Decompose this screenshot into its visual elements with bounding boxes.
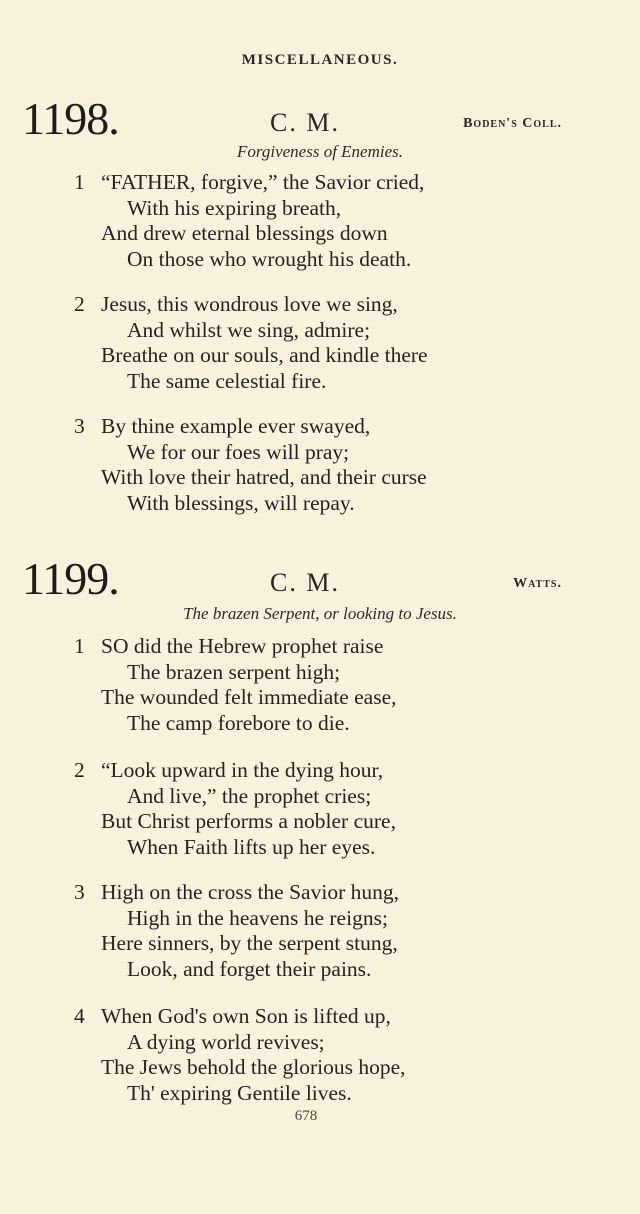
stanza-number: 1 — [74, 170, 85, 194]
verse-line — [74, 292, 534, 318]
verse-line: On those who wrought his death. — [127, 246, 412, 271]
verse-line: With his expiring breath, — [127, 195, 342, 220]
hymn-header-1199 — [22, 553, 562, 604]
verse-text: Jesus, this wondrous love we sing, — [101, 292, 398, 316]
verse-text: By thine example ever swayed, — [101, 414, 371, 438]
verse-line: The same celestial fire. — [127, 368, 327, 393]
verse-line: And whilst we sing, admire; — [127, 317, 371, 342]
stanza — [74, 170, 534, 272]
verse-line: The wounded felt immediate ease, — [101, 685, 397, 709]
hymn-source: Boden's Coll. — [463, 116, 562, 131]
stanza — [74, 758, 534, 860]
stanza-number: 3 — [74, 414, 85, 438]
page-number: 678 — [294, 1108, 318, 1124]
hymn-meter: C. M. — [270, 108, 340, 137]
hymn-number: 1199. — [22, 553, 119, 604]
verse-line: Here sinners, by the serpent stung, — [101, 931, 398, 955]
verse-line: A dying world revives; — [127, 1029, 325, 1054]
stanza — [74, 1004, 534, 1106]
verse-line: The brazen serpent high; — [127, 659, 341, 684]
verse-text: “Look upward in the dying hour, — [101, 758, 384, 782]
verse-line: The camp forebore to die. — [127, 710, 350, 735]
verse-line: And drew eternal blessings down — [101, 221, 388, 245]
stanza — [74, 292, 534, 394]
stanza — [74, 880, 534, 982]
verse-line: Th' expiring Gentile lives. — [127, 1080, 352, 1105]
verse-line — [74, 414, 534, 440]
verse-line: And live,” the prophet cries; — [127, 783, 372, 808]
stanza — [74, 634, 534, 736]
hymn-number: 1198. — [22, 93, 119, 144]
verse-text: “FATHER, forgive,” the Savior cried, — [101, 170, 425, 194]
verse-line: High in the heavens he reigns; — [127, 905, 388, 930]
verse-line — [74, 758, 534, 784]
verse-line — [74, 170, 534, 196]
hymn-meter: C. M. — [270, 568, 340, 597]
verse-line: Breathe on our souls, and kindle there — [101, 343, 428, 367]
verse-line: With love their hatred, and their curse — [101, 465, 427, 489]
verse-text: SO did the Hebrew prophet raise — [101, 634, 384, 658]
stanza-number: 1 — [74, 634, 85, 658]
stanza-number: 2 — [74, 758, 85, 782]
verse-line — [74, 1004, 534, 1030]
hymn-subtitle: Forgiveness of Enemies. — [236, 142, 404, 161]
verse-line — [74, 880, 534, 906]
stanza-number: 3 — [74, 880, 85, 904]
verse-text: When God's own Son is lifted up, — [101, 1004, 391, 1028]
verse-line: When Faith lifts up her eyes. — [127, 834, 376, 859]
verse-line: With blessings, will repay. — [127, 490, 355, 515]
stanza-number: 4 — [74, 1004, 85, 1028]
hymn-subtitle: The brazen Serpent, or looking to Jesus. — [183, 604, 457, 623]
stanza — [74, 414, 534, 516]
verse-text: High on the cross the Savior hung, — [101, 880, 399, 904]
running-head: MISCELLANEOUS. — [241, 52, 399, 68]
verse-line: We for our foes will pray; — [127, 439, 350, 464]
hymn-source: Watts. — [513, 576, 562, 591]
verse-line — [74, 634, 534, 660]
hymn-header-1198 — [22, 93, 562, 144]
verse-line: But Christ performs a nobler cure, — [101, 809, 396, 833]
verse-line: Look, and forget their pains. — [127, 956, 372, 981]
stanza-number: 2 — [74, 292, 85, 316]
verse-line: The Jews behold the glorious hope, — [101, 1055, 406, 1079]
